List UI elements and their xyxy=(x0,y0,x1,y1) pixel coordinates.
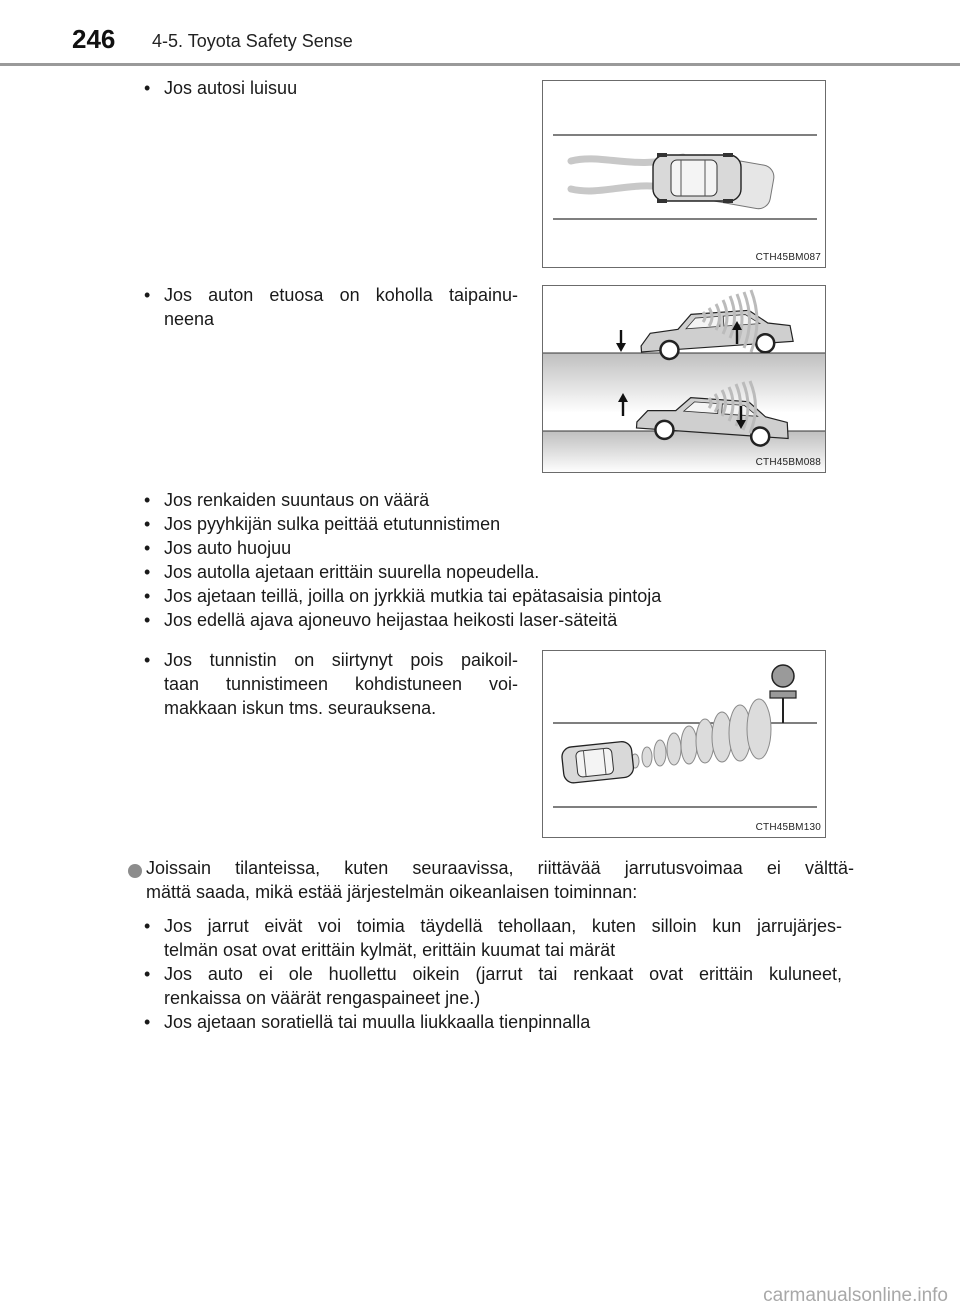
figure-code: CTH45BM130 xyxy=(755,822,821,833)
bullet-brakes-ineffective: • Jos jarrut eivät voi toimia täydellä tehollaan, kuten silloin kun jarrujärjes- telmän osat ovat erittäin kylmät, erittäin kuumat tai märät xyxy=(144,916,842,960)
bullet-text-line-3: makkaan iskun tms. seurauksena. xyxy=(164,698,437,718)
section-title: 4-5. Toyota Safety Sense xyxy=(152,31,353,51)
list-item: • Jos edellä ajava ajoneuvo heijastaa heikosti laser-säteitä xyxy=(144,610,618,630)
bullet-sensor-misaligned: • Jos tunnistin on siirtynyt pois paikoil- taan tunnistimeen kohdistuneen voi- makkaan iskun tms. seurauksena. xyxy=(144,650,518,718)
header-divider xyxy=(0,63,960,66)
skidding-car-illustration xyxy=(543,81,826,268)
bullet-text-line-1: Jos auto ei ole huollettu oikein (jarrut tai renkaat ovat erittäin kuluneet, xyxy=(164,964,842,984)
list-item: • Jos pyyhkijän sulka peittää etutunnistimen xyxy=(144,514,501,534)
page-number: 246 xyxy=(72,24,116,54)
bullet-skid xyxy=(144,76,524,100)
paragraph-line-1: Joissain tilanteissa, kuten seuraavissa, riittävää jarrutusvoimaa ei välttä- xyxy=(146,858,854,878)
bullet-text-line-2: renkaissa on väärät rengaspaineet jne.) xyxy=(164,988,481,1008)
figure-code: CTH45BM088 xyxy=(755,457,821,468)
list-item: • Jos renkaiden suuntaus on väärä xyxy=(144,490,430,510)
bullet-text-line-1: Jos tunnistin on siirtynyt pois paikoil- xyxy=(164,650,518,670)
bullet-marker: • xyxy=(144,285,151,305)
bullet-front-raised xyxy=(144,283,518,331)
bullet-text-line-1: Jos jarrut eivät voi toimia täydellä tehollaan, kuten silloin kun jarrujärjes- xyxy=(164,916,842,936)
bullet-not-maintained: • Jos auto ei ole huollettu oikein (jarrut tai renkaat ovat erittäin kuluneet, renkaissa on väärät rengaspaineet jne.) xyxy=(144,964,842,1008)
bullet-list-conditions xyxy=(144,488,864,632)
list-item: • Jos auto huojuu xyxy=(144,538,292,558)
bullet-gravel-road: • Jos ajetaan soratiellä tai muulla liukkaalla tienpinnalla xyxy=(144,1010,842,1034)
bullet-text-line-2: taan tunnistimeen kohdistuneen voi- xyxy=(164,674,518,694)
figure-car-tilted xyxy=(542,285,826,473)
sensor-misaligned-illustration xyxy=(543,651,826,838)
paragraph-braking-force xyxy=(146,856,854,904)
car-tilted-illustration xyxy=(543,286,826,473)
list-item: • Jos ajetaan teillä, joilla on jyrkkiä mutkia tai epätasaisia pintoja xyxy=(144,586,662,606)
figure-skidding-car xyxy=(542,80,826,268)
paragraph-line-2: mättä saada, mikä estää järjestelmän oikeanlaisen toiminnan: xyxy=(146,882,638,902)
bullet-text: Jos ajetaan soratiellä tai muulla liukkaalla tienpinnalla xyxy=(164,1012,591,1032)
bullet-text-line-2: neena xyxy=(164,309,215,329)
list-item: • Jos autolla ajetaan erittäin suurella nopeudella. xyxy=(144,562,540,582)
bullet-text-line-1: Jos auton etuosa on koholla taipainu- xyxy=(164,285,518,305)
watermark: carmanualsonline.info xyxy=(763,1285,948,1306)
figure-code: CTH45BM087 xyxy=(755,252,821,263)
bullet-text-line-2: telmän osat ovat erittäin kylmät, erittäin kuumat tai märät xyxy=(164,940,616,960)
circle-bullet-icon xyxy=(128,864,142,878)
bullet-marker: • xyxy=(144,78,151,98)
figure-sensor-misaligned xyxy=(542,650,826,838)
bullet-text: Jos autosi luisuu xyxy=(164,78,298,98)
